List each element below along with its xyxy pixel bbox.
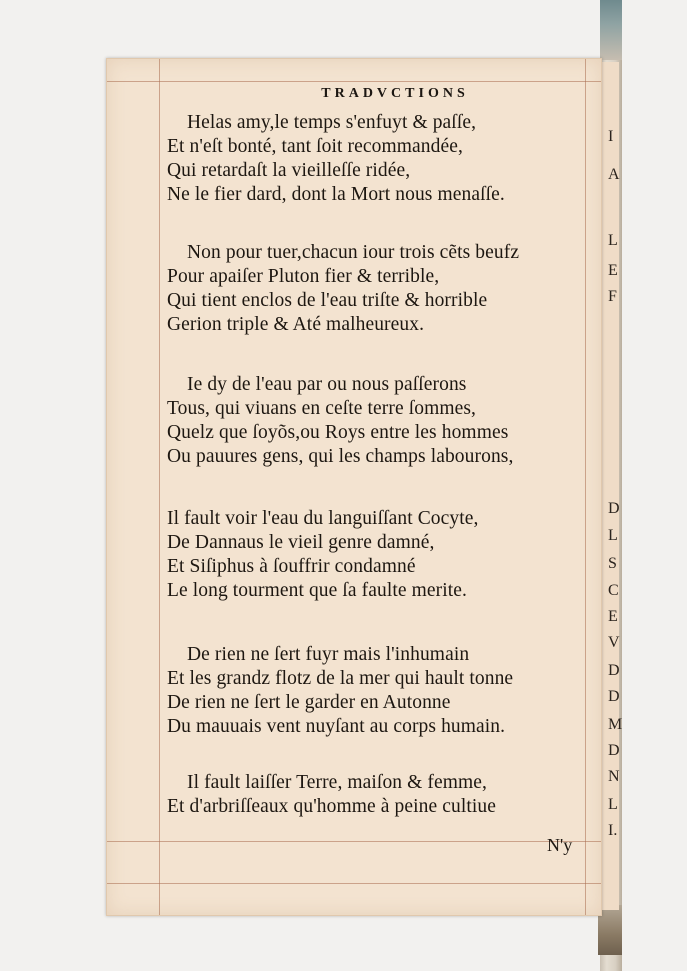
facing-page-letter: I — [608, 128, 614, 145]
facing-page-letter: E — [608, 262, 618, 279]
verse-line: Le long tourment que ſa faulte merite. — [167, 580, 467, 601]
facing-page-letter: C — [608, 582, 619, 599]
verse-line: Quelz que ſoyõs,ou Roys entre les hommes — [167, 422, 509, 443]
verse-line: Ou pauures gens, qui les champs labourons, — [167, 446, 514, 467]
margin-rule-top — [107, 81, 601, 82]
margin-rule-bottom — [107, 841, 601, 842]
facing-page-letter: A — [608, 166, 620, 183]
book-page — [106, 58, 602, 916]
facing-page-letter: D — [608, 662, 620, 679]
facing-page-letter: D — [608, 500, 620, 517]
verse-line: Gerion triple & Até malheureux. — [167, 314, 425, 335]
book-cover-top — [600, 0, 622, 60]
facing-page-letter: S — [608, 555, 617, 572]
verse-line: Non pour tuer,chacun iour trois cẽts beufz — [187, 242, 520, 263]
verse-line: Il fault voir l'eau du languiſſant Cocyte, — [167, 508, 479, 529]
facing-page-letter: L — [608, 232, 618, 249]
facing-page-letter: D — [608, 688, 620, 705]
verse-line: Qui tient enclos de l'eau triſte & horrible — [167, 290, 488, 311]
facing-page-letter: F — [608, 288, 617, 305]
facing-page-letter: L — [608, 527, 618, 544]
stanza-4 — [167, 507, 607, 603]
facing-page-letter: D — [608, 742, 620, 759]
verse-line: De rien ne ſert fuyr mais l'inhumain — [187, 644, 470, 665]
margin-rule-foot — [107, 883, 601, 884]
stanza-5 — [167, 643, 607, 739]
verse-line: Ie dy de l'eau par ou nous paſſerons — [187, 374, 467, 395]
verse-line: De rien ne ſert le garder en Autonne — [167, 692, 451, 713]
verse-line: Pour apaiſer Pluton fier & terrible, — [167, 266, 440, 287]
verse-line: Et n'eſt bonté, tant ſoit recommandée, — [167, 136, 463, 157]
verse-line: Qui retardaſt la vieilleſſe ridée, — [167, 160, 411, 181]
verse-line: Tous, qui viuans en ceſte terre ſommes, — [167, 398, 477, 419]
verse-line: De Dannaus le vieil genre damné, — [167, 532, 435, 553]
verse-line: Ne le fier dard, dont la Mort nous menaſſe. — [167, 184, 505, 205]
margin-rule-left — [159, 59, 160, 915]
running-head: TRADVCTIONS — [321, 86, 469, 101]
facing-page-letter: M — [608, 716, 623, 733]
verse-line: Et Siſiphus à ſouffrir condamné — [167, 556, 416, 577]
verse-line: Du mauuais vent nuyſant au corps humain. — [167, 716, 506, 737]
stanza-1 — [167, 111, 607, 207]
verse-line: Et d'arbriſſeaux qu'homme à peine cultiue — [167, 796, 496, 817]
verse-line: Et les grandz flotz de la mer qui hault tonne — [167, 668, 514, 689]
facing-page-letter: I. — [608, 822, 618, 839]
facing-page-letter: V — [608, 634, 620, 651]
facing-page-letter: E — [608, 608, 618, 625]
facing-page-letter: N — [608, 768, 620, 785]
verse-line: Helas amy,le temps s'enfuyt & paſſe, — [187, 112, 477, 133]
verse-line: Il fault laiſſer Terre, maiſon & femme, — [187, 772, 487, 793]
catchword: N'y — [547, 835, 573, 855]
facing-page-letter: L — [608, 796, 618, 813]
stanza-2 — [167, 241, 607, 337]
stanza-6 — [167, 771, 607, 819]
stanza-3 — [167, 373, 607, 469]
